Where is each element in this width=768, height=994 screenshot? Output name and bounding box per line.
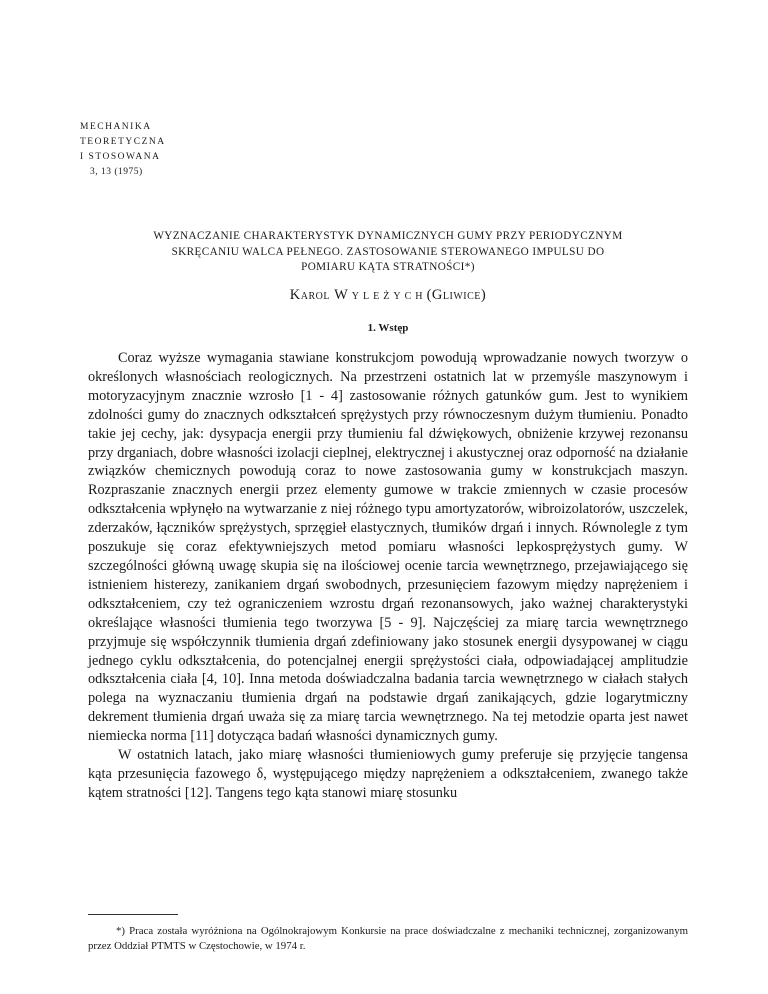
article-body — [88, 349, 688, 803]
journal-name-line-1: MECHANIKA — [80, 122, 152, 132]
author-affiliation: (Gliwice) — [426, 287, 487, 303]
section-heading: 1. Wstęp — [367, 322, 409, 334]
journal-issue: 3, 13 (1975) — [90, 167, 143, 177]
title-line-3: POMIARU KĄTA STRATNOŚCI*) — [301, 261, 475, 273]
article-title — [100, 229, 676, 276]
paragraph-2: W ostatnich latach, jako miarę własności tłumieniowych gumy preferuje się przyjęcie tangensa kąta przesunięcia fazowego δ, występującego między naprężeniem a odkształceniem, zwanego także kątem stratności [12]. Tangens tego kąta stanowi miarę stosunku — [88, 747, 688, 801]
title-line-2: SKRĘCANIU WALCA PEŁNEGO. ZASTOSOWANIE STEROWANEGO IMPULSU DO — [171, 245, 605, 258]
author-first-name: Karol — [289, 287, 330, 303]
journal-name-line-2: TEORETYCZNA — [80, 137, 166, 147]
author-surname: Wyleżych — [334, 287, 427, 303]
footnote-divider — [88, 914, 178, 915]
paragraph-1: Coraz wyższe wymagania stawiane konstrukcjom powodują wprowadzanie nowych tworzyw o określonych własnościach reologicznych. Na przestrzeni ostatnich lat w przemyśle maszynowym i motoryzacyjnym znacznie wzrosło [1 - 4] zastosowanie różnych gatunków gum. Jest to wynikiem zdolności gumy do znacznych odkształceń sprężystych przy równoczesnym dużym tłumieniu. Ponadto takie jej cechy, jak: dysypacja energii przy tłumieniu fal dźwiękowych, obniżenie krzywej rezonansu przy drganiach, dobre własności izolacji cieplnej, elektrycznej i akustycznej oraz odporność na działanie związków chemicznych powodują coraz to nowe zastosowania gumy w konstrukcjach maszyn. Rozpraszanie znacznych energii przez elementy gumowe w trakcie zmiennych w czasie procesów odkształcenia wpłynęło na wytwarzanie z niej różnego typu amortyzatorów, wibroizolatorów, uszczelek, zderzaków, łączników sprężystych, sprzęgieł elastycznych, tłumików drgań i innych. Równolegle z tym poszukuje się coraz efektywniejszych metod pomiaru własności lepkosprężystych gumy. W szczególności główną uwagę skupia się na ilościowej ocenie tarcia wewnętrznego, przejawiającego się istnieniem histerezy, zanikaniem drgań swobodnych, przesunięciem fazowym między naprężeniem i odkształceniem, czy też ograniczeniem wzrostu drgań rezonansowych, jako ważnej charakterystyki określające własności tłumienia tego tworzywa [5 - 9]. Najczęściej za miarę tarcia wewnętrznego przyjmuje się współczynnik tłumienia drgań zdefiniowany jako stosunek energii dysypowanej w ciągu jednego cyklu odkształcenia, do potencjalnej energii sprężystości ciała, odpowiadającej amplitudzie odkształcenia ciała [4, 10]. Inna metoda doświadczalna badania tarcia wewnętrznego w ciałach stałych polega na wyznaczaniu tłumienia drgań na podstawie drgań zanikających, gdzie logarytmiczny dekrement tłumienia drgań uważa się za miarę tarcia wewnętrznego. Na tej metodzie oparta jest nawet niemiecka norma [11] dotycząca badań własności dynamicznych gumy. — [88, 350, 688, 745]
footnote — [88, 924, 688, 953]
journal-header — [80, 120, 166, 180]
title-line-1: WYZNACZANIE CHARAKTERYSTYK DYNAMICZNYCH GUMY PRZY PERIODYCZNYM — [153, 230, 623, 242]
footnote-text: Praca została wyróżniona na Ogólnokrajowym Konkursie na prace doświadczalne z mechaniki technicznej, zorganizowanym przez Oddział PTMTS w Częstochowie, w 1974 r. — [88, 925, 689, 952]
journal-name-line-3: I STOSOWANA — [80, 152, 161, 162]
footnote-marker: *) — [116, 925, 125, 937]
author-line — [100, 287, 676, 304]
